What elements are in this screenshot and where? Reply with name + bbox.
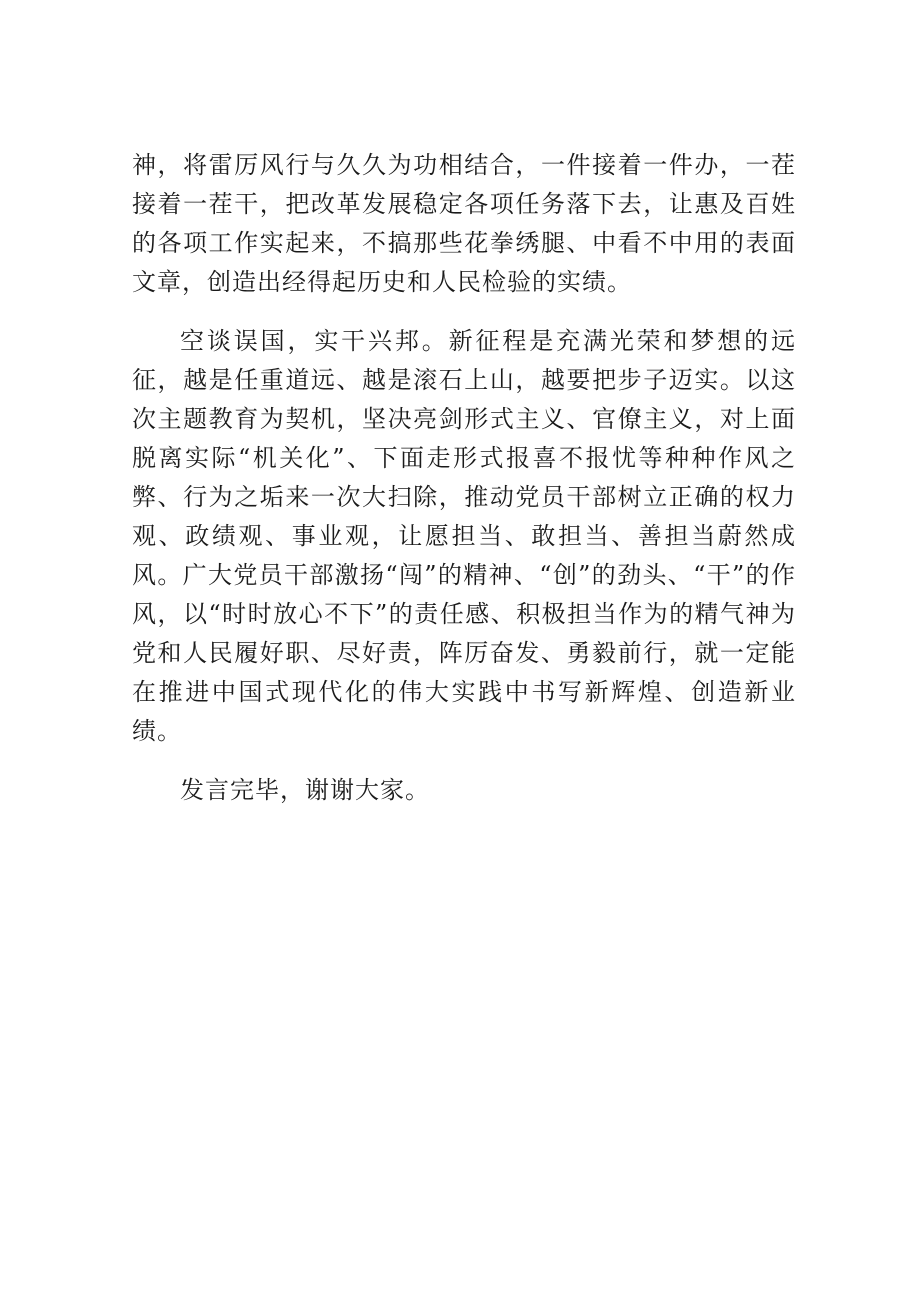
paragraph-main: 空谈误国，实干兴邦。新征程是充满光荣和梦想的远征，越是任重道远、越是滚石上山，越要把步子迈实。以这次主题教育为契机，坚决亮剑形式主义、官僚主义，对上面脱离实际“机关化”、下面走形式报喜不报忧等种种作风之弊、行为之垢来一次大扫除，推动党员干部树立正确的权力观、政绩观、事业观，让愿担当、敢担当、善担当蔚然成风。广大党员干部激扬“闯”的精神、“创”的劲头、“干”的作风，以“时时放心不下”的责任感、积极担当作为的精气神为党和人民履好职、尽好责，阵厉奋发、勇毅前行，就一定能在推进中国式现代化的伟大实践中书写新辉煌、创造新业绩。: [132, 327, 796, 745]
paragraph-closing: 发言完毕，谢谢大家。: [180, 776, 430, 804]
paragraph-continuation: 神，将雷厉风行与久久为功相结合，一件接着一件办，一茬接着一茬干，把改革发展稳定各项任务落下去，让惠及百姓的各项工作实起来，不搞那些花拳绣腿、中看不中用的表面文章，创造出经得起历史和人民检验的实绩。: [132, 151, 796, 296]
document-body: [132, 146, 796, 830]
